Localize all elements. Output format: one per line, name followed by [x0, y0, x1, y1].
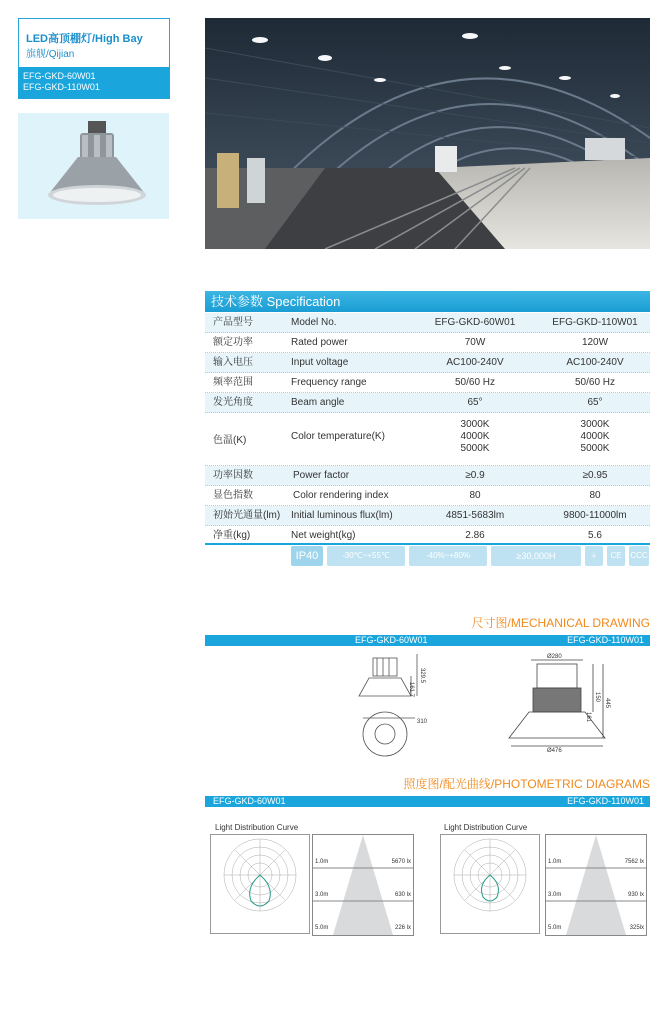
dimension-label: 150 [594, 692, 600, 703]
lifetime-value: ≥30,000H [516, 551, 556, 561]
table-row [205, 466, 650, 486]
row-label-en: Net weight(kg) [291, 530, 356, 541]
row-value-a: 50/60 Hz [454, 377, 496, 388]
row-value-b: 65° [587, 397, 603, 408]
polar-curve-110w [440, 834, 540, 934]
table-row [205, 353, 650, 373]
row-value-a: 70W [464, 337, 486, 348]
row-value-a: EFG-GKD-60W01 [434, 317, 516, 328]
row-value-a: ≥0.9 [465, 470, 485, 481]
row-value-a: 3000K 4000K 5000K [460, 419, 490, 454]
row-value-b: EFG-GKD-110W01 [552, 317, 638, 328]
row-value-b: 3000K 4000K 5000K [580, 419, 610, 454]
mechanical-title: 尺寸图/MECHANICAL DRAWING [471, 616, 650, 630]
mechanical-right-model: EFG-GKD-110W01 [567, 635, 644, 645]
product-image [18, 113, 169, 219]
row-label-cn: 产品型号 [213, 317, 253, 328]
row-label-en: Model No. [291, 317, 337, 328]
ground-icon: ⏚ [585, 546, 603, 566]
distance-label: 3.0m [315, 892, 329, 898]
lux-label: 930 lx [627, 892, 644, 898]
mechanical-drawing-110w [505, 650, 615, 760]
lux-label: 7562 lx [624, 859, 644, 865]
distance-label: 1.0m [548, 859, 562, 865]
model-item: EFG-GKD-60W01 [23, 71, 96, 81]
spec-divider [205, 543, 650, 545]
distance-label: 5.0m [315, 925, 329, 931]
photometric-title: 照度图/配光曲线/PHOTOMETRIC DIAGRAMS [403, 777, 650, 791]
row-value-b: ≥0.95 [582, 470, 608, 481]
row-value-a: 80 [469, 490, 481, 501]
humidity-value: -40%~+80% [425, 551, 471, 560]
distance-label: 5.0m [548, 925, 562, 931]
row-value-b: 120W [581, 337, 609, 348]
dimension-label: 161.7 [408, 682, 414, 698]
lifetime-badge [491, 546, 581, 566]
polar-curve-60w [210, 834, 310, 934]
ce-mark-icon: CE [607, 546, 625, 566]
dimension-label: 310 [417, 719, 428, 725]
illuminance-table-110w [545, 834, 647, 936]
table-row [205, 486, 650, 506]
table-row [205, 313, 650, 333]
row-value-a: 2.86 [465, 530, 485, 541]
lux-label: 5670 lx [391, 859, 411, 865]
row-label-en: Rated power [291, 337, 348, 348]
table-row [205, 373, 650, 393]
table-row [205, 393, 650, 413]
row-label-en: Color temperature(K) [291, 431, 385, 442]
dimension-label: Ø280 [547, 654, 562, 660]
distance-label: 1.0m [315, 859, 329, 865]
row-label-cn: 频率范围 [213, 377, 253, 388]
temperature-badge [327, 546, 405, 566]
row-label-en: Color rendering index [293, 490, 389, 501]
row-value-b: 80 [589, 490, 601, 501]
row-label-cn: 显色指数 [213, 490, 253, 501]
illuminance-table-60w [312, 834, 414, 936]
temperature-value: -30℃~+55℃ [342, 551, 390, 560]
dimension-label: 161 [585, 712, 591, 723]
photometric-model-bar [205, 796, 650, 807]
row-label-cn: 色温(K) [213, 435, 247, 446]
spec-header [205, 291, 650, 312]
dimension-label: 445 [604, 698, 610, 709]
row-value-b: 9800-11000lm [563, 510, 627, 521]
row-value-a: AC100-240V [446, 357, 504, 368]
table-row [205, 506, 650, 526]
model-item: EFG-GKD-110W01 [23, 82, 100, 92]
mechanical-model-bar [205, 635, 650, 646]
spec-table [205, 313, 650, 545]
dimension-label: Ø476 [547, 748, 562, 754]
row-label-cn: 额定功率 [213, 337, 253, 348]
row-label-cn: 发光角度 [213, 397, 253, 408]
row-label-cn: 输入电压 [213, 357, 253, 368]
spec-header-label: 技术参数 Specification [211, 294, 341, 309]
product-brand: 旗舰/Qijian [26, 49, 75, 60]
application-photo [205, 18, 650, 249]
row-label-en: Beam angle [291, 397, 345, 408]
product-title: LED高顶棚灯/High Bay [26, 33, 143, 45]
row-value-a: 4851-5683lm [445, 510, 505, 521]
row-label-en: Initial luminous flux(lm) [291, 510, 393, 521]
mechanical-left-model: EFG-GKD-60W01 [355, 635, 428, 645]
photometric-left-model: EFG-GKD-60W01 [213, 796, 286, 806]
curve-title: Light Distribution Curve [215, 823, 299, 832]
mechanical-drawing-60w [355, 652, 445, 762]
row-value-b: 50/60 Hz [574, 377, 616, 388]
lux-label: 325lx [629, 925, 644, 931]
row-value-b: AC100-240V [566, 357, 624, 368]
model-list [18, 67, 169, 98]
row-label-cn: 功率因数 [213, 470, 253, 481]
row-label-cn: 净重(kg) [213, 530, 251, 541]
ip-rating-badge: IP40 [291, 546, 323, 566]
row-value-a: 65° [467, 397, 483, 408]
curve-title: Light Distribution Curve [444, 823, 528, 832]
table-row [205, 333, 650, 353]
lux-label: 226 lx [394, 925, 411, 931]
row-label-en: Frequency range [291, 377, 367, 388]
photometric-right-model: EFG-GKD-110W01 [567, 796, 644, 806]
lux-label: 630 lx [394, 892, 411, 898]
ccc-mark-icon: CCC [629, 546, 649, 566]
distance-label: 3.0m [548, 892, 562, 898]
dimension-label: 329.5 [419, 668, 425, 684]
row-label-en: Input voltage [291, 357, 349, 368]
row-label-en: Power factor [293, 470, 350, 481]
row-value-b: 5.6 [588, 530, 602, 541]
row-label-cn: 初始光通量(lm) [213, 510, 281, 521]
humidity-badge [409, 546, 487, 566]
table-row [205, 413, 650, 466]
